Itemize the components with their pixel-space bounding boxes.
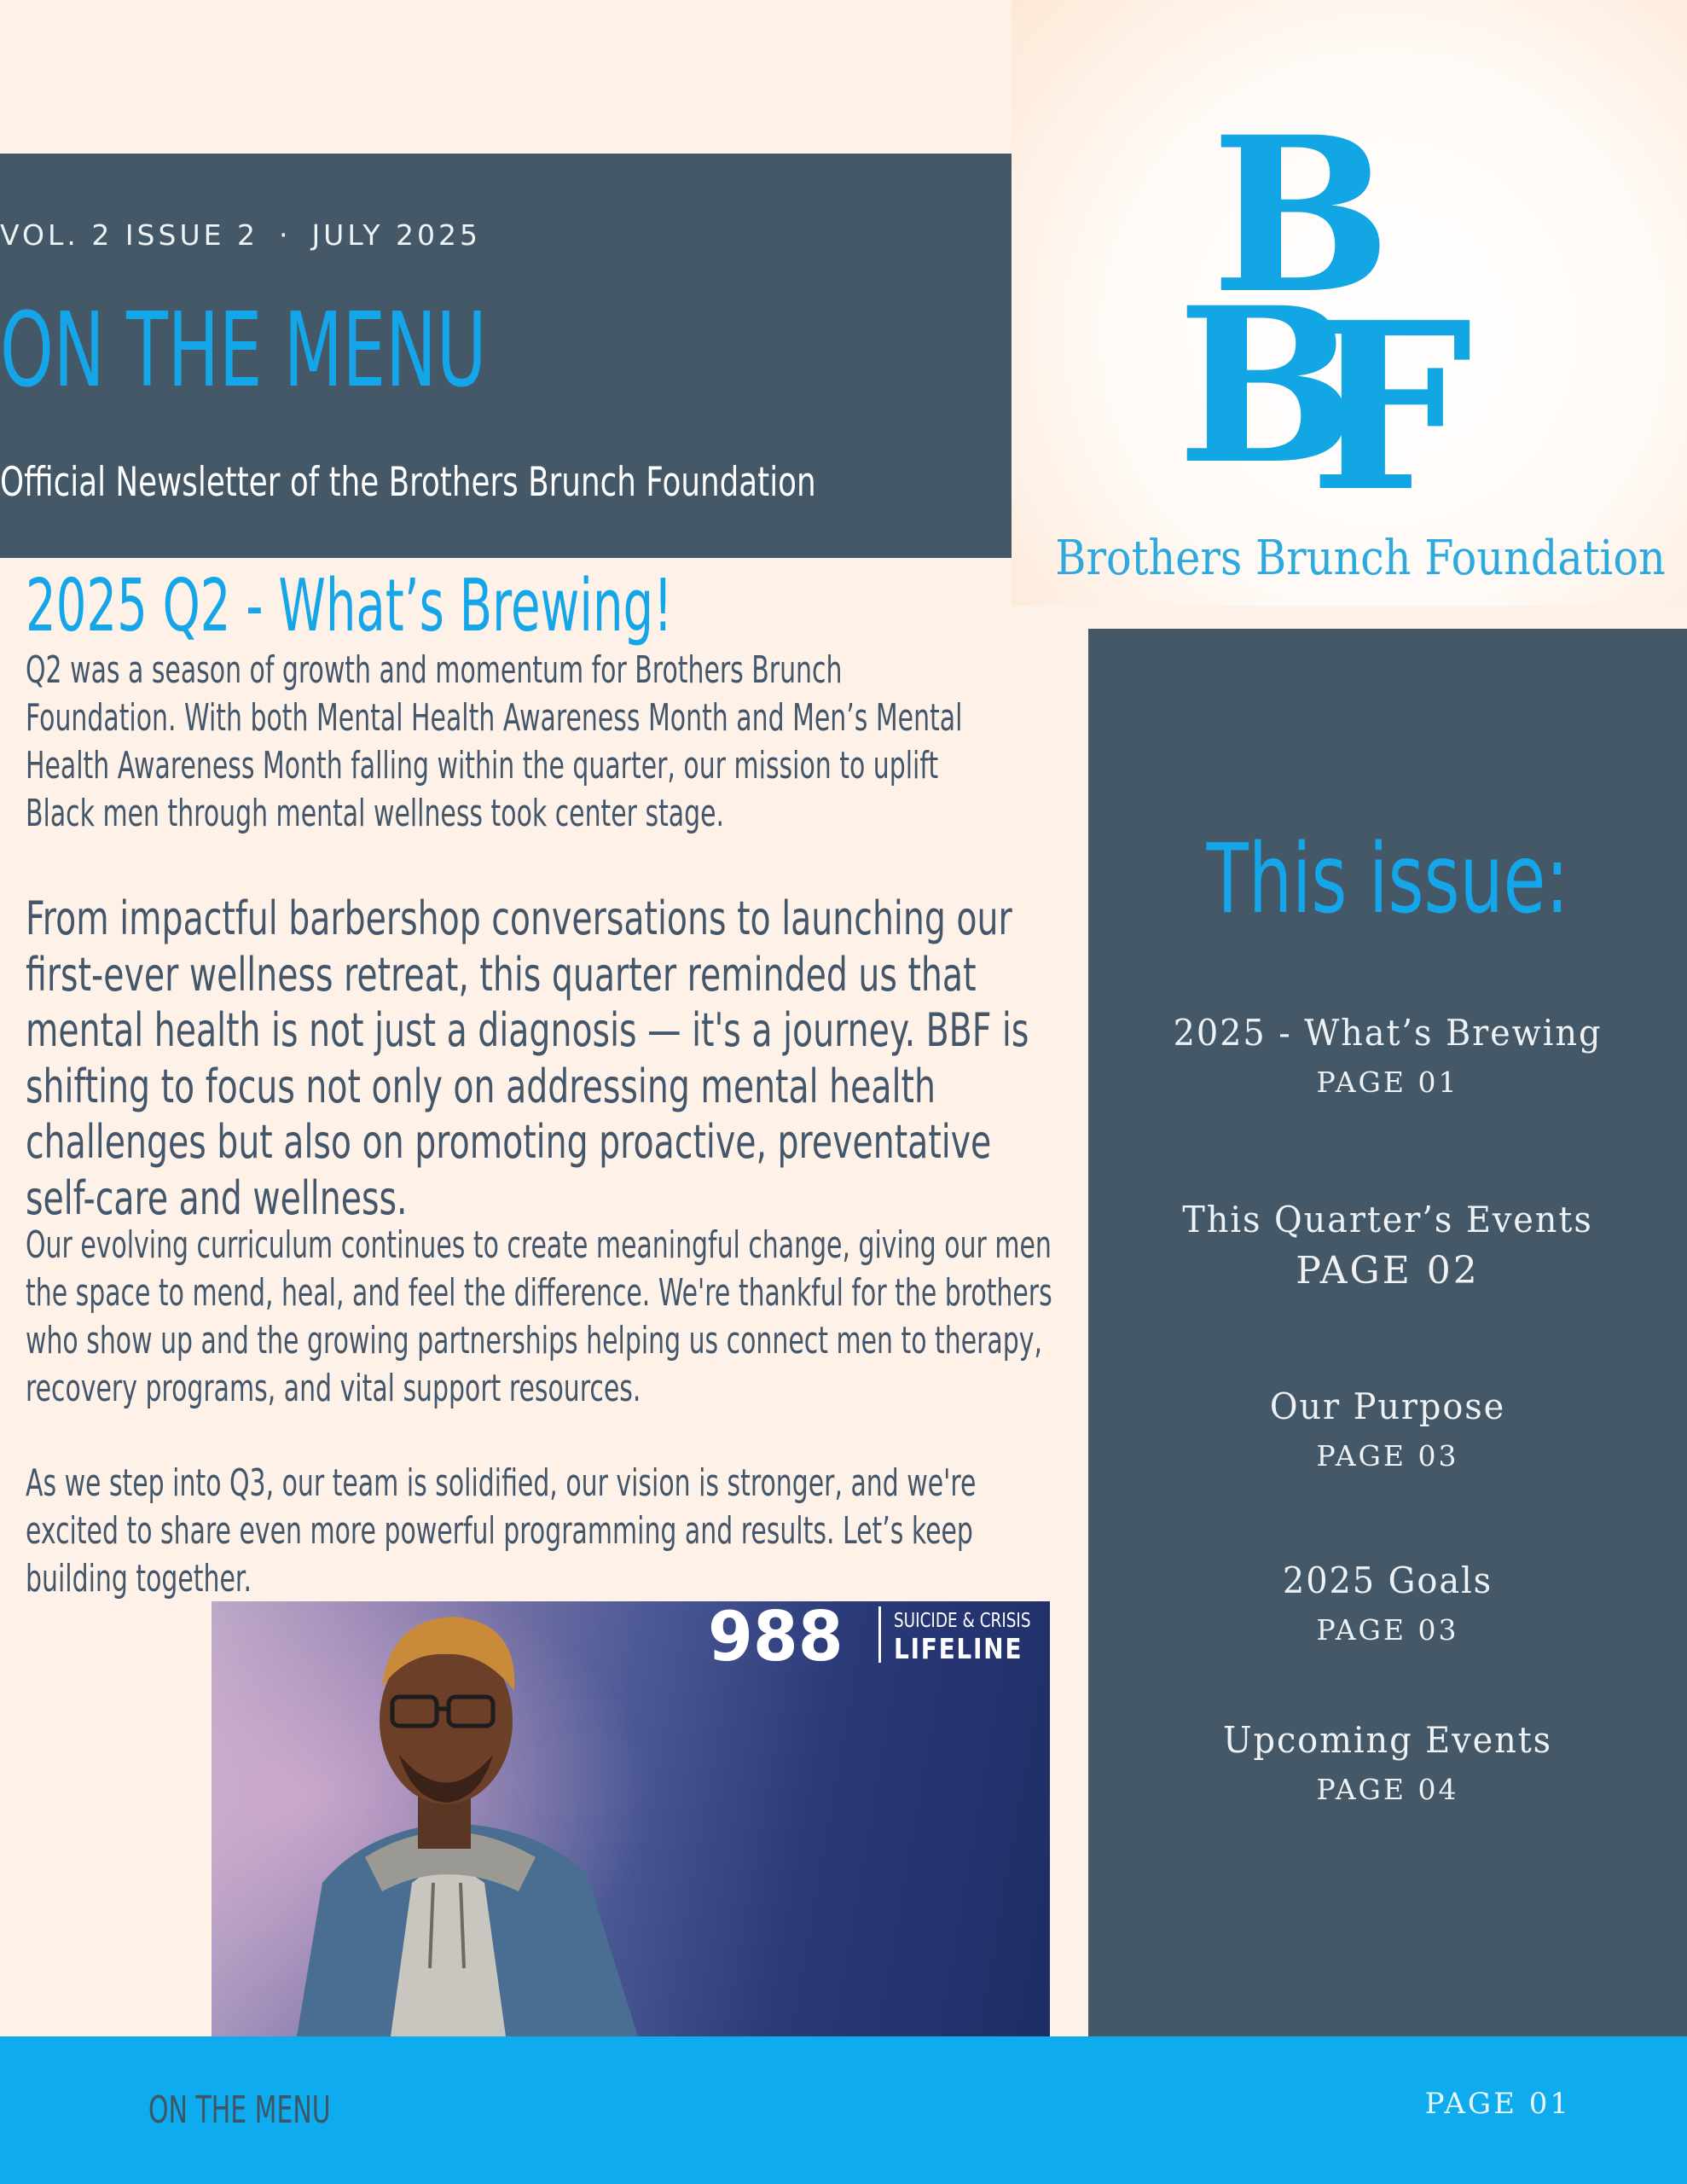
toc-entry-name: Our Purpose [1269, 1385, 1506, 1427]
article-paragraph: As we step into Q3, our team is solidified, our vision is stronger, and we're excited to share even more powerful programming and results. Let’s keep building together. [26, 1461, 977, 1600]
person-illustration [263, 1601, 706, 2036]
lifeline-label: LIFELINE [894, 1632, 1023, 1665]
logo-caption: Brothers Brunch Foundation [1055, 531, 1666, 586]
lifeline-divider [878, 1606, 881, 1663]
issue-date: JULY 2025 [311, 218, 481, 252]
svg-text:B: B [1211, 94, 1392, 340]
article-paragraph: From impactful barbershop conversations to launching our first-ever wellness retreat, this quarter reminded us that mental health is not just a diagnosis — it's a journey. BBF is shifting to focus not only on addressing mental health challenges but also on promoting proactive, preventative self-care and wellness. [26, 892, 1029, 1225]
toc-entry-name: Upcoming Events [1222, 1719, 1553, 1761]
toc-entry-name: 2025 - What’s Brewing [1173, 1012, 1603, 1054]
toc-entry-page: PAGE 03 [1316, 1613, 1459, 1647]
bbf-logo [1151, 94, 1527, 503]
issue-separator: · [278, 218, 292, 252]
svg-text:F: F [1309, 271, 1473, 503]
toc-entry-quarter-events[interactable] [1088, 1199, 1687, 1292]
toc-entry-upcoming-events[interactable] [1088, 1719, 1687, 1806]
toc-entry-name: 2025 Goals [1282, 1560, 1493, 1601]
masthead-subtitle: Official Newsletter of the Brothers Brunch Foundation [0, 459, 816, 506]
toc-title: This issue: [1206, 824, 1569, 935]
toc-entry-our-purpose[interactable] [1088, 1385, 1687, 1472]
toc-entry-name: This Quarter’s Events [1182, 1199, 1593, 1240]
article-heading: 2025 Q2 - What’s Brewing! [26, 564, 673, 648]
issue-volume: VOL. 2 ISSUE 2 [0, 218, 258, 252]
masthead-title: ON THE MENU [0, 292, 487, 410]
svg-text:B: B [1177, 260, 1358, 503]
toc-entry-2025-goals[interactable] [1088, 1560, 1687, 1647]
lifeline-subtitle: SUICIDE & CRISIS [894, 1610, 1031, 1632]
lifeline-number: 988 [708, 1601, 844, 1676]
footer-page-number: PAGE 01 [1424, 2087, 1571, 2121]
toc-entry-page: PAGE 01 [1316, 1066, 1459, 1099]
issue-info [0, 218, 1012, 252]
article-paragraph: Q2 was a season of growth and momentum for Brothers Brunch Foundation. With both Mental Health Awareness Month and Men’s Mental Health Awareness Month falling within the quarter, our mission to uplift Black men through mental wellness took center stage. [26, 648, 963, 835]
toc-entry-page: PAGE 03 [1316, 1439, 1459, 1472]
toc-entry-whats-brewing[interactable] [1088, 1012, 1687, 1099]
lifeline-photo [212, 1601, 1050, 2036]
toc-entry-page: PAGE 02 [1296, 1249, 1480, 1292]
article-paragraph: Our evolving curriculum continues to create meaningful change, giving our men the space to mend, heal, and feel the difference. We're thankful for the brothers who show up and the growing partnerships helping us connect men to therapy, recovery programs, and vital support resources. [26, 1223, 1052, 1410]
footer-title: ON THE MENU [148, 2088, 331, 2132]
toc-entry-page: PAGE 04 [1316, 1773, 1459, 1806]
